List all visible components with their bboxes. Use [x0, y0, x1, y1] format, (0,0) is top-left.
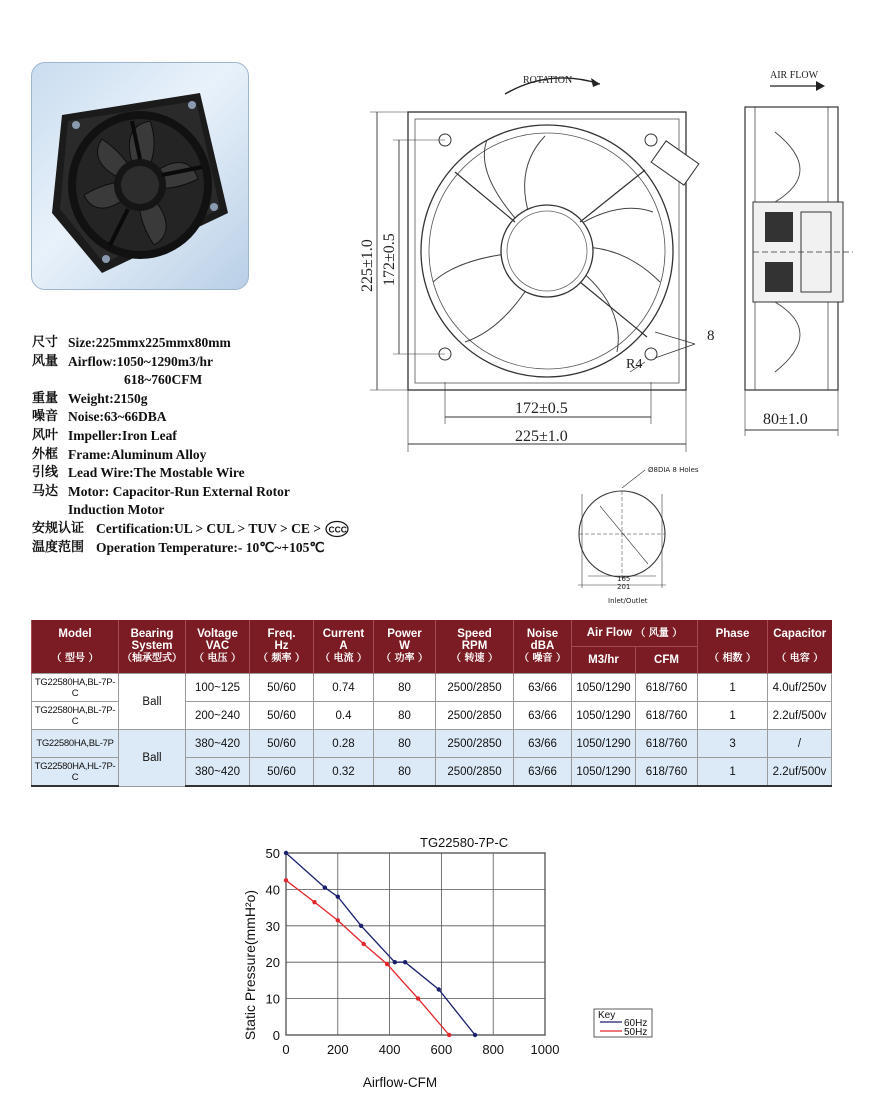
ccc-logo-icon: [324, 520, 350, 538]
dim-8: 8: [707, 328, 715, 344]
data-point: [284, 878, 288, 882]
y-tick-label: 20: [265, 955, 280, 971]
header-airflow: Air Flow （ 风量 ）: [572, 620, 698, 647]
spec-table: [31, 620, 832, 787]
chart-grid: [286, 853, 545, 1035]
rotation-label: ROTATION: [523, 75, 573, 86]
table-row: TG22580HA,BL-7P Ball 380~420 50/60 0.28 80 2500/2850 63/66 1050/1290 618/760 3 /: [32, 730, 832, 758]
spec-list: [32, 334, 372, 557]
dim-165: 165: [617, 575, 631, 583]
front-view-drawing: [355, 62, 720, 457]
table-row: TG22580HA,HL-7P-C 380~420 50/60 0.32 80 2500/2850 63/66 1050/1290 618/760 1 2.2uf/500v: [32, 758, 832, 787]
data-point: [312, 900, 316, 904]
x-tick-label: 0: [282, 1042, 290, 1057]
spec-airflow: 风量 Airflow:1050~1290m3/hr: [32, 353, 213, 369]
dim-225-vertical: 225±1.0: [359, 239, 376, 292]
dim-80: 80±1.0: [763, 411, 808, 428]
spec-certification: 安规认证 Certification:UL > CUL > TUV > CE > CCC: [32, 520, 372, 539]
legend-label: 50Hz: [624, 1027, 648, 1038]
chart-title: TG22580-7P-C: [420, 835, 509, 850]
header-m3hr: M3/hr: [572, 647, 636, 674]
spec-temperature: 温度范围 Operation Temperature:- 10℃~+105℃: [32, 539, 325, 555]
y-tick-label: 0: [272, 1028, 280, 1043]
y-tick-label: 50: [265, 846, 280, 861]
header-cfm: CFM: [636, 647, 698, 674]
data-point: [473, 1033, 477, 1037]
data-point: [416, 996, 420, 1000]
data-point: [336, 918, 340, 922]
spec-frame: 外框 Frame:Aluminum Alloy: [32, 446, 207, 462]
bearing-cell: Ball: [119, 674, 186, 730]
x-tick-label: 200: [326, 1042, 349, 1057]
header-bearing: Bearing System （轴承型式）: [119, 620, 186, 674]
data-point: [385, 962, 389, 966]
spec-impeller: 风叶 Impeller:Iron Leaf: [32, 427, 177, 443]
dim-225-horizontal: 225±1.0: [515, 428, 568, 445]
table-row: TG22580HA,BL-7P-C Ball 100~125 50/60 0.74 80 2500/2850 63/66 1050/1290 618/760 1 4.0uf/250v: [32, 674, 832, 702]
table-row: TG22580HA,BL-7P-C 200~240 50/60 0.4 80 2500/2850 63/66 1050/1290 618/760 1 2.2uf/500v: [32, 702, 832, 730]
side-view-drawing: [735, 62, 865, 442]
legend-title: Key: [598, 1010, 616, 1021]
holes-label: Ø8DIA 8 Holes: [648, 466, 699, 474]
spec-lead-wire: 引线 Lead Wire:The Mostable Wire: [32, 465, 245, 481]
header-model: Model （ 型号 ）: [32, 620, 119, 674]
x-tick-label: 400: [378, 1042, 401, 1057]
data-point: [393, 960, 397, 964]
x-tick-label: 800: [482, 1042, 505, 1057]
x-axis-label: Airflow-CFM: [362, 1075, 438, 1090]
spec-size: 尺寸 Size:225mmx225mmx80mm: [32, 335, 231, 350]
header-noise: Noise dBA （ 噪音 ）: [514, 620, 572, 674]
dim-172-vertical: 172±0.5: [381, 233, 398, 286]
product-photo: [31, 62, 249, 290]
performance-chart: [230, 825, 670, 1100]
header-speed: Speed RPM （ 转速 ）: [436, 620, 514, 674]
dim-r4: R4: [626, 357, 643, 372]
data-point: [437, 987, 441, 991]
data-point: [403, 960, 407, 964]
dim-172-horizontal: 172±0.5: [515, 400, 568, 417]
y-axis-label: Static Pressure(mmH²o): [242, 889, 258, 1041]
data-point: [336, 894, 340, 898]
data-point: [323, 885, 327, 889]
legend-label: 60Hz: [624, 1018, 648, 1029]
spec-weight: 重量 Weight:2150g: [32, 390, 148, 406]
air-flow-label: AIR FLOW: [770, 70, 819, 81]
dim-201: 201: [617, 583, 631, 591]
x-tick-label: 1000: [530, 1042, 560, 1057]
header-power: Power W （ 功率 ）: [374, 620, 436, 674]
data-point: [447, 1033, 451, 1037]
fan-photo-illustration: [32, 63, 248, 289]
data-point: [359, 924, 363, 928]
y-tick-label: 10: [265, 991, 280, 1007]
spec-noise: 噪音 Noise:63~66DBA: [32, 409, 167, 425]
header-voltage: Voltage VAC （ 电压 ）: [186, 620, 250, 674]
header-freq: Freq. Hz （ 频率 ）: [250, 620, 314, 674]
hole-pattern-drawing: [570, 458, 750, 608]
y-tick-label: 30: [265, 918, 280, 934]
svg-text:CCC: CCC: [328, 524, 347, 535]
plot-area: [286, 853, 545, 1035]
y-tick-label: 40: [265, 882, 280, 898]
header-phase: Phase （ 相数 ）: [698, 620, 768, 674]
header-capacitor: Capacitor （ 电容 ）: [768, 620, 832, 674]
chart-legend: [594, 1009, 652, 1038]
spec-airflow-cfm: 618~760CFM: [124, 372, 203, 388]
bearing-cell: Ball: [119, 730, 186, 787]
inlet-outlet-label: Inlet/Outlet: [608, 597, 648, 605]
spec-motor: 马达 Motor: Capacitor-Run External Rotor: [32, 483, 290, 499]
spec-motor-cont: Induction Motor: [68, 502, 165, 518]
data-point: [284, 851, 288, 855]
x-tick-label: 600: [430, 1042, 453, 1057]
data-point: [362, 942, 366, 946]
header-current: Current A （ 电流 ）: [314, 620, 374, 674]
